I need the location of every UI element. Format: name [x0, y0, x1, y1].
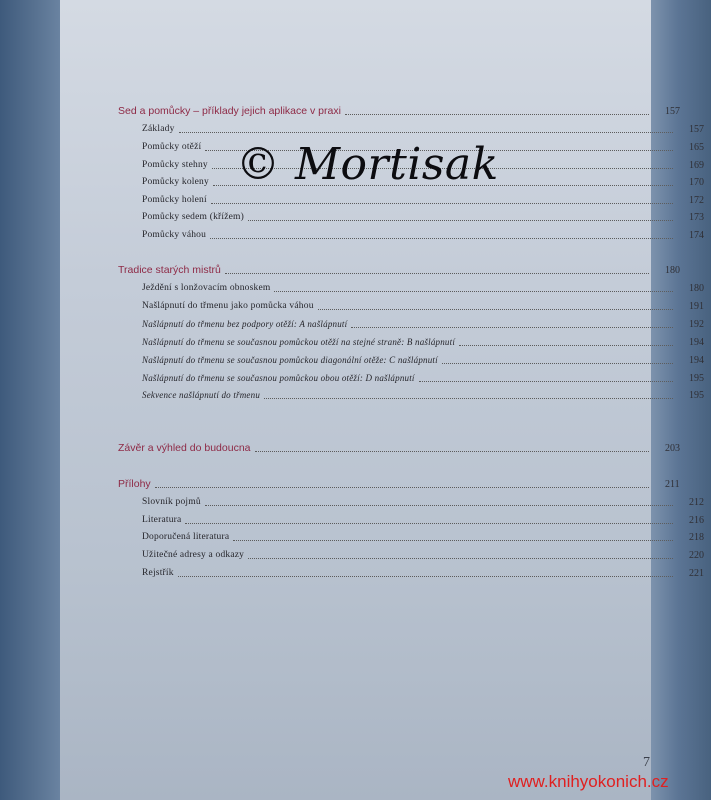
toc-entry-title: Základy: [142, 124, 175, 134]
leader-dots: [233, 540, 673, 541]
toc-entry-title: Ježdění s lonžovacím obnoskem: [142, 283, 271, 293]
toc-page-number: 216: [689, 514, 704, 526]
leader-dots: [318, 309, 673, 310]
toc-page-number: 221: [689, 567, 704, 579]
toc-entry-row: [60, 120, 711, 138]
toc-entry-title: Slovník pojmů: [142, 497, 201, 507]
toc-entry-title: Sekvence našlápnutí do třmenu: [142, 390, 261, 400]
leader-dots: [185, 523, 673, 524]
toc-section-title: Závěr a výhled do budoucna: [118, 442, 251, 454]
toc-page-number: 211: [665, 478, 680, 490]
toc-entry-title: Pomůcky koleny: [142, 177, 209, 187]
toc-entry-title: Našlápnutí do třmenu se současnou pomůckou diagonální otěže: C našlápnutí: [142, 355, 438, 365]
toc-entry-title: Pomůcky sedem (křížem): [142, 212, 245, 222]
leader-dots: [248, 558, 673, 559]
toc-page-number: 191: [689, 300, 704, 312]
toc-entry-row: [60, 279, 711, 297]
toc-page-number: 174: [689, 229, 704, 241]
toc-page-number: 165: [689, 141, 704, 153]
left-background-strip: [0, 0, 60, 800]
toc-entry-row: [60, 564, 711, 582]
toc-page-number: 203: [665, 442, 680, 454]
toc-section-title: Sed a pomůcky – příklady jejich aplikace v praxi: [118, 105, 341, 117]
leader-dots: [210, 238, 673, 239]
toc-entry-row: [60, 493, 711, 511]
leader-dots: [264, 398, 673, 399]
toc-entry-title: Pomůcky stehny: [142, 160, 208, 170]
toc-section-row: [60, 102, 709, 120]
toc-page-number: 173: [689, 211, 704, 223]
toc-entry-title: Našlápnutí do třmenu se současnou pomůckou otěží na stejné straně: B našlápnutí: [142, 337, 456, 347]
leader-dots: [459, 345, 673, 346]
toc-entry-title: Pomůcky váhou: [142, 230, 207, 240]
leader-dots: [274, 291, 673, 292]
toc-entry-title: Pomůcky holení: [142, 195, 207, 205]
toc-entry-row: [60, 191, 711, 209]
toc-entry-row: [60, 369, 711, 387]
toc-entry-row: [60, 511, 711, 529]
leader-dots: [211, 203, 673, 204]
leader-dots: [442, 363, 673, 364]
toc-entry-title: Našlápnutí do třmenu se současnou pomůckou obou otěží: D našlápnutí: [142, 373, 415, 383]
toc-entry-row: [60, 386, 711, 404]
leader-dots: [419, 381, 673, 382]
toc-section-row: [60, 475, 709, 493]
toc-page-number: 180: [689, 282, 704, 294]
toc-page-number: 172: [689, 194, 704, 206]
toc-page-number: 195: [689, 389, 704, 401]
toc-entry-title: Našlápnutí do třmenu jako pomůcka váhou: [142, 301, 314, 311]
toc-entry-row: [60, 297, 711, 315]
leader-dots: [345, 114, 649, 115]
toc-page-number: 194: [689, 354, 704, 366]
toc-entry-title: Literatura: [142, 515, 182, 525]
toc-page-number: 192: [689, 318, 704, 330]
toc-entry-row: [60, 528, 711, 546]
website-watermark: www.knihyokonich.cz: [508, 772, 669, 791]
toc-section-row: [60, 261, 709, 279]
toc-page-number: 169: [689, 159, 704, 171]
leader-dots: [178, 576, 673, 577]
toc-entry-title: Rejstřík: [142, 568, 174, 578]
page-number: 7: [643, 755, 650, 770]
toc-entry-title: Našlápnutí do třmenu bez podpory otěží: A našlápnutí: [142, 319, 348, 329]
leader-dots: [248, 220, 673, 221]
toc-entry-title: Užitečné adresy a odkazy: [142, 550, 245, 560]
toc-entry-row: [60, 208, 711, 226]
watermark-text: © Mortisak: [236, 139, 499, 190]
toc-entry-row: [60, 351, 711, 369]
toc-page-number: 220: [689, 549, 704, 561]
leader-dots: [255, 451, 649, 452]
toc-page-number: 157: [665, 105, 680, 117]
toc-section-title: Přílohy: [118, 478, 151, 490]
toc-entry-title: Pomůcky otěží: [142, 142, 202, 152]
table-of-contents: [60, 0, 704, 800]
toc-page-number: 212: [689, 496, 704, 508]
toc-entry-title: Doporučená literatura: [142, 532, 230, 542]
toc-entry-row: [60, 546, 711, 564]
leader-dots: [351, 327, 673, 328]
leader-dots: [179, 132, 673, 133]
toc-page-number: 170: [689, 176, 704, 188]
toc-entry-row: [60, 333, 711, 351]
toc-page-number: 195: [689, 372, 704, 384]
leader-dots: [225, 273, 649, 274]
toc-section-title: Tradice starých mistrů: [118, 264, 221, 276]
toc-page-number: 218: [689, 531, 704, 543]
toc-entry-row: [60, 226, 711, 244]
toc-page-number: 157: [689, 123, 704, 135]
toc-page-number: 194: [689, 336, 704, 348]
toc-section-row: [60, 439, 709, 457]
toc-page-number: 180: [665, 264, 680, 276]
book-page: [60, 0, 704, 800]
leader-dots: [155, 487, 649, 488]
toc-entry-row: [60, 315, 711, 333]
leader-dots: [205, 505, 673, 506]
